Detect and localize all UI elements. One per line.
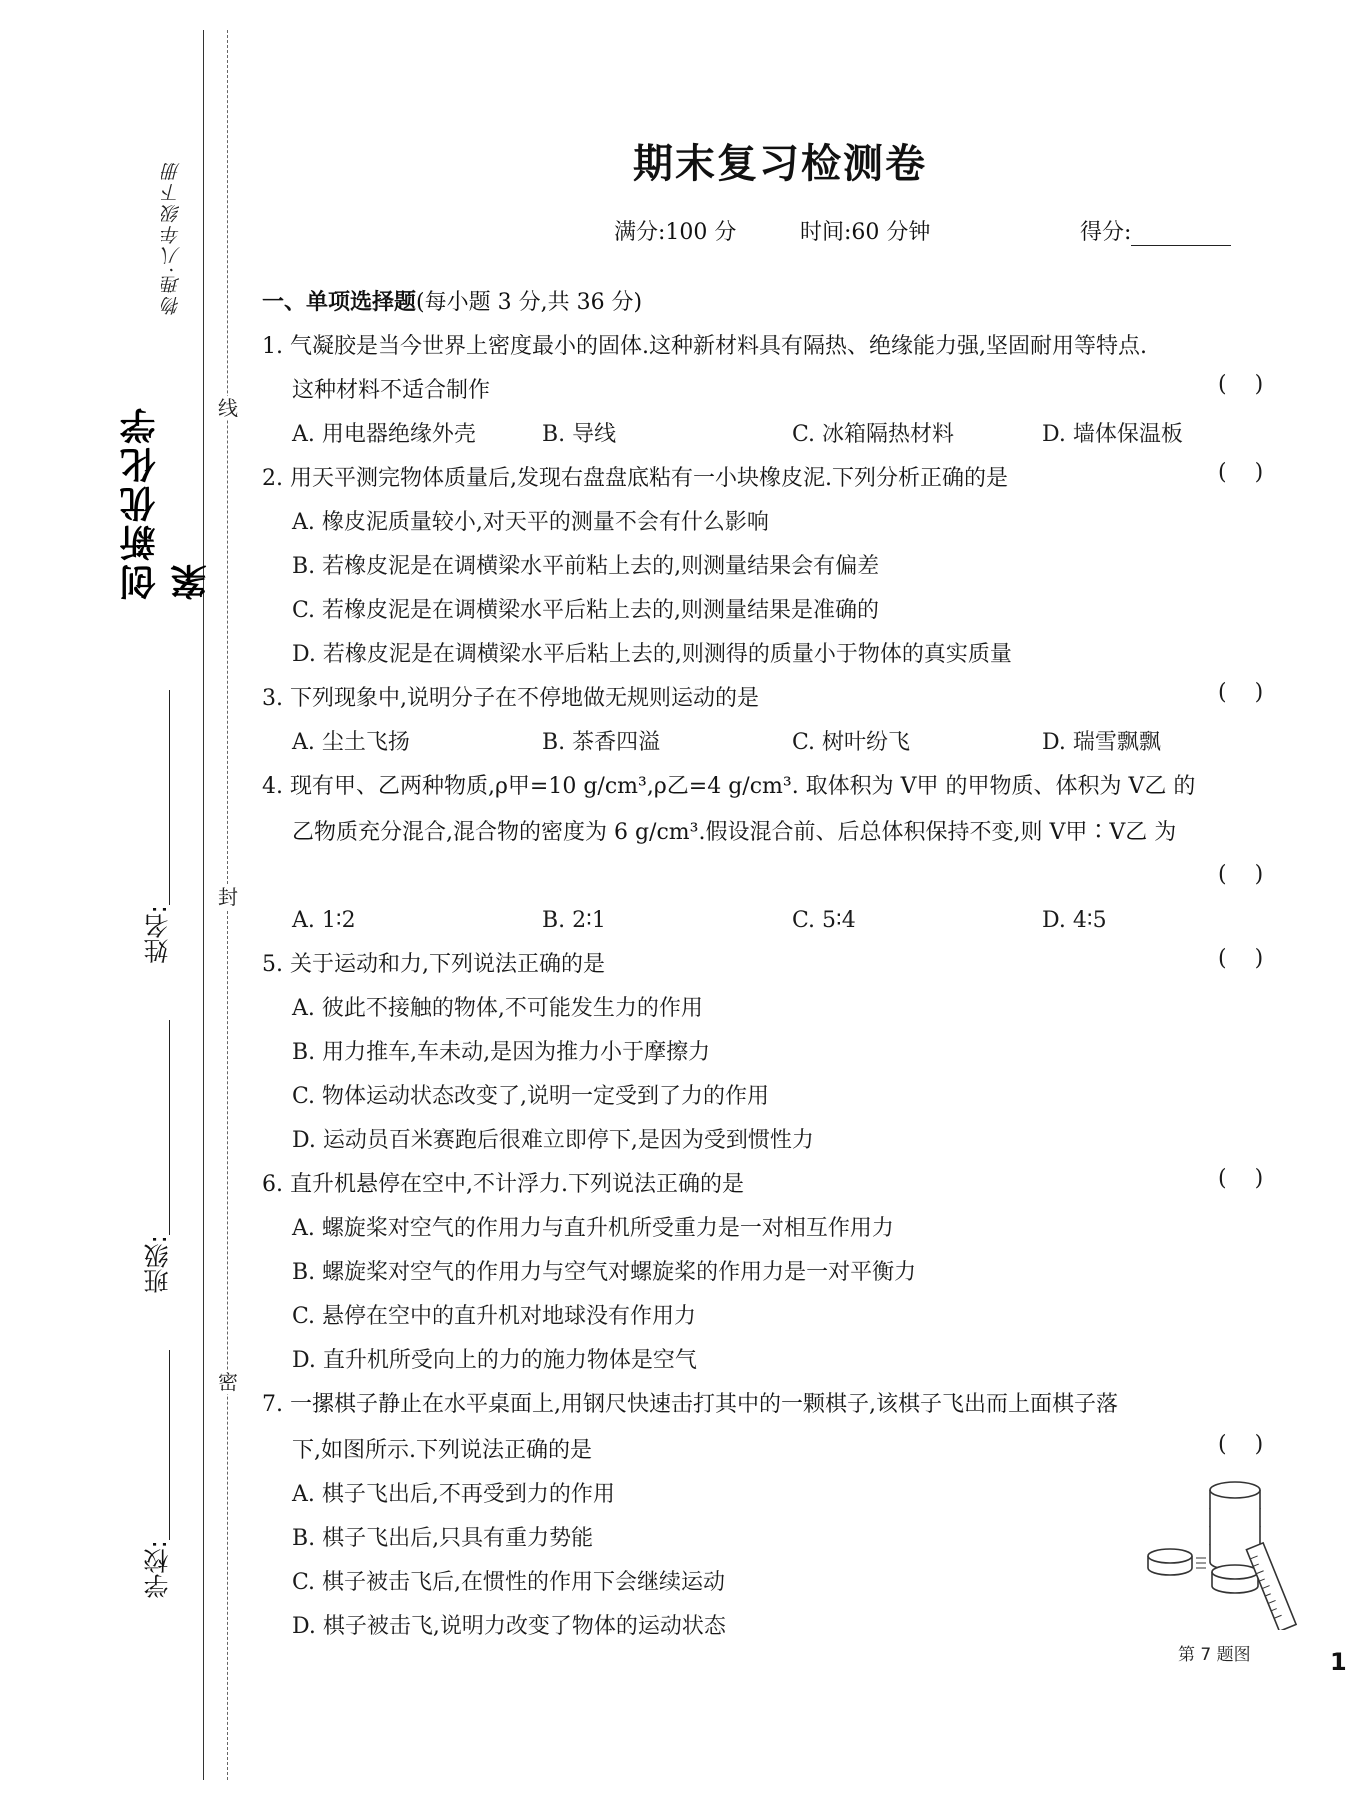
answer-paren[interactable]: ()	[1218, 372, 1292, 397]
full-score: 满分:100 分	[614, 220, 737, 245]
class-label: 班级:	[143, 1235, 172, 1294]
question-text: 直升机悬停在空中,不计浮力.下列说法正确的是	[290, 1172, 744, 1197]
brand-subtitle: 物理·八年级下册	[160, 160, 183, 316]
class-field[interactable]	[138, 1020, 178, 1293]
question-2	[262, 464, 1008, 494]
option-b: B. 螺旋桨对空气的作用力与空气对螺旋桨的作用力是一对平衡力	[292, 1260, 917, 1285]
option-a: A. 螺旋桨对空气的作用力与直升机所受重力是一对相互作用力	[292, 1216, 894, 1241]
option-b: B. 茶香四溢	[542, 730, 661, 755]
option-b: B. 2∶1	[542, 908, 606, 933]
chess-stack-figure	[1140, 1470, 1320, 1630]
question-number: 1.	[262, 334, 283, 359]
question-number: 5.	[262, 952, 283, 977]
score-blank[interactable]	[1131, 223, 1231, 246]
option-c: C. 树叶纷飞	[792, 730, 911, 755]
option-c: C. 悬停在空中的直升机对地球没有作用力	[292, 1304, 697, 1329]
answer-paren[interactable]: ()	[1218, 680, 1292, 705]
question-7	[262, 1390, 1118, 1420]
answer-paren[interactable]: ()	[1218, 1166, 1292, 1191]
option-c: C. 5∶4	[792, 908, 856, 933]
option-c: C. 冰箱隔热材料	[792, 422, 955, 447]
question-4	[262, 772, 1195, 802]
school-field[interactable]	[138, 1350, 178, 1598]
cut-char-xian: 线	[218, 396, 238, 420]
option-d: D. 棋子被击飞,说明力改变了物体的运动状态	[292, 1614, 726, 1639]
option-d: D. 直升机所受向上的力的施力物体是空气	[292, 1348, 697, 1373]
option-d: D. 运动员百米赛跑后很难立即停下,是因为受到惯性力	[292, 1128, 814, 1153]
exam-time: 时间:60 分钟	[800, 220, 931, 245]
binding-line	[203, 30, 204, 1780]
answer-paren[interactable]: ()	[1218, 862, 1292, 887]
question-5	[262, 950, 605, 980]
question-1	[262, 332, 1147, 362]
page-title: 期末复习检测卷	[633, 141, 927, 187]
name-label: 姓名:	[143, 905, 172, 964]
question-number: 7.	[262, 1392, 283, 1417]
question-text: 下列现象中,说明分子在不停地做无规则运动的是	[290, 686, 759, 711]
brand-name-block	[120, 370, 212, 600]
figure-caption: 第 7 题图	[1178, 1645, 1251, 1665]
question-6	[262, 1170, 744, 1200]
question-number: 3.	[262, 686, 283, 711]
section-title	[262, 285, 642, 316]
answer-paren[interactable]: ()	[1218, 946, 1292, 971]
question-number: 2.	[262, 466, 283, 491]
option-a: A. 1∶2	[292, 908, 356, 933]
question-text: 下,如图所示.下列说法正确的是	[292, 1438, 592, 1463]
question-number: 6.	[262, 1172, 283, 1197]
school-label: 学校:	[143, 1540, 172, 1599]
option-b: B. 导线	[542, 422, 617, 447]
option-d: D. 瑞雪飘飘	[1042, 730, 1161, 755]
option-a: A. 棋子飞出后,不再受到力的作用	[292, 1482, 615, 1507]
score-label: 得分:	[1080, 220, 1132, 245]
option-d: D. 墙体保温板	[1042, 422, 1183, 447]
brand-name: 创新优化学案	[120, 405, 212, 600]
page-number: 1	[1330, 1648, 1347, 1676]
option-b: B. 若橡皮泥是在调横梁水平前粘上去的,则测量结果会有偏差	[292, 554, 880, 579]
option-c: C. 若橡皮泥是在调横梁水平后粘上去的,则测量结果是准确的	[292, 598, 880, 623]
option-c: C. 物体运动状态改变了,说明一定受到了力的作用	[292, 1084, 770, 1109]
question-text: 现有甲、乙两种物质,ρ甲=10 g/cm³,ρ乙=4 g/cm³. 取体积为 V甲 的甲物质、体积为 V乙 的	[290, 774, 1196, 799]
option-d: D. 4∶5	[1042, 908, 1107, 933]
section-note: (每小题 3 分,共 36 分)	[416, 290, 643, 315]
school-underline	[169, 1350, 170, 1540]
option-c: C. 棋子被击飞后,在惯性的作用下会继续运动	[292, 1570, 726, 1595]
score-field[interactable]	[1080, 215, 1231, 246]
section-heading: 一、单项选择题	[262, 290, 417, 315]
option-a: A. 用电器绝缘外壳	[292, 422, 476, 447]
question-number: 4.	[262, 774, 283, 799]
question-text: 乙物质充分混合,混合物的密度为 6 g/cm³.假设混合前、后总体积保持不变,则 V甲∶V乙 为	[292, 820, 1177, 845]
name-field[interactable]	[138, 690, 178, 963]
question-text: 一摞棋子静止在水平桌面上,用钢尺快速击打其中的一颗棋子,该棋子飞出而上面棋子落	[290, 1392, 1118, 1417]
option-d: D. 若橡皮泥是在调横梁水平后粘上去的,则测得的质量小于物体的真实质量	[292, 642, 1012, 667]
cut-char-feng: 封	[218, 885, 238, 909]
question-text: 关于运动和力,下列说法正确的是	[290, 952, 605, 977]
question-text: 用天平测完物体质量后,发现右盘盘底粘有一小块橡皮泥.下列分析正确的是	[290, 466, 1008, 491]
answer-paren[interactable]: ()	[1218, 1432, 1292, 1457]
option-b: B. 用力推车,车未动,是因为推力小于摩擦力	[292, 1040, 711, 1065]
option-a: A. 彼此不接触的物体,不可能发生力的作用	[292, 996, 703, 1021]
name-underline	[169, 690, 170, 905]
answer-paren[interactable]: ()	[1218, 460, 1292, 485]
question-text: 气凝胶是当今世界上密度最小的固体.这种新材料具有隔热、绝缘能力强,坚固耐用等特点.	[290, 334, 1147, 359]
option-b: B. 棋子飞出后,只具有重力势能	[292, 1526, 594, 1551]
option-a: A. 尘土飞扬	[292, 730, 410, 755]
question-3	[262, 684, 759, 714]
question-text: 这种材料不适合制作	[292, 378, 491, 403]
cut-char-mi: 密	[218, 1370, 238, 1394]
option-a: A. 橡皮泥质量较小,对天平的测量不会有什么影响	[292, 510, 769, 535]
class-underline	[169, 1020, 170, 1235]
